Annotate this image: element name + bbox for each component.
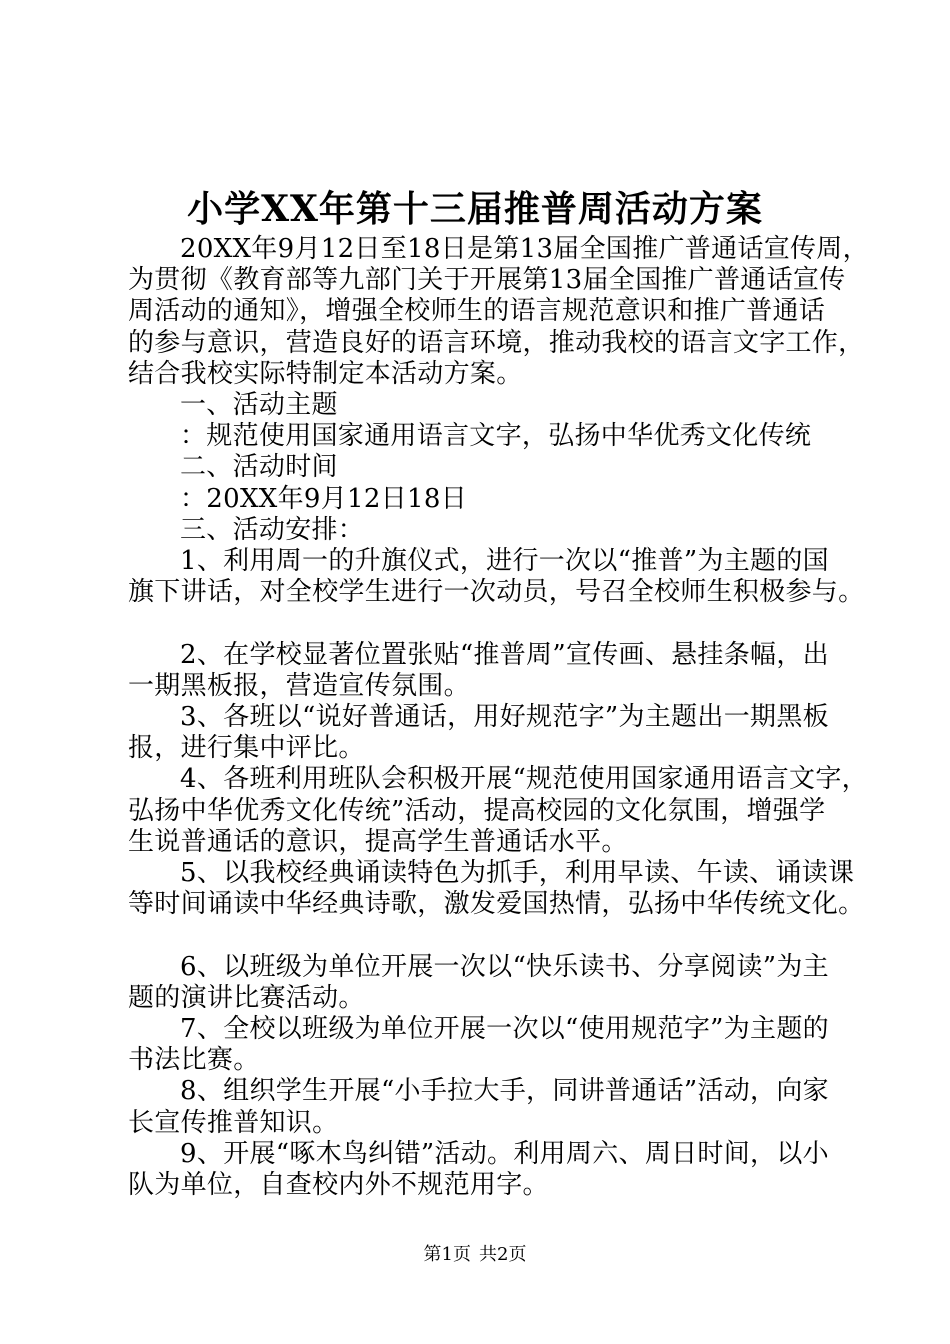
item-line: 4、各班利用班队会积极开展“规范使用国家通用语言文字， — [180, 764, 868, 795]
intro-line: 结合我校实际特制定本活动方案。 — [128, 358, 523, 389]
item-line: 5、以我校经典诵读特色为抓手，利用早读、午读、诵读课 — [180, 858, 855, 889]
item-line: 书法比赛。 — [128, 1045, 260, 1076]
item-line: 队为单位，自查校内外不规范用字。 — [128, 1170, 549, 1201]
item-line: 3、各班以“说好普通话，用好规范字”为主题出一期黑板 — [180, 702, 829, 733]
section-content-time: ：20XX年9月12日18日 — [180, 483, 468, 514]
item-line: 旗下讲话，对全校学生进行一次动员，号召全校师生积极参与。 — [128, 577, 865, 608]
section-heading-theme: 一、活动主题 — [180, 390, 338, 421]
item-line: 1、利用周一的升旗仪式，进行一次以“推普”为主题的国 — [180, 546, 829, 577]
item-line: 2、在学校显著位置张贴“推普周”宣传画、悬挂条幅，出 — [180, 639, 829, 670]
paragraph-gap — [128, 608, 838, 639]
item-line: 一期黑板报，营造宣传氛围。 — [128, 670, 470, 701]
page-footer — [0, 1243, 950, 1267]
section-heading-arrangement: 三、活动安排： — [180, 514, 365, 545]
item-line: 生说普通话的意识，提高学生普通话水平。 — [128, 826, 628, 857]
item-line: 6、以班级为单位开展一次以“快乐读书、分享阅读”为主 — [180, 951, 829, 982]
document-body — [128, 234, 869, 1201]
item-line: 7、全校以班级为单位开展一次以“使用规范字”为主题的 — [180, 1014, 829, 1045]
section-content-theme: ：规范使用国家通用语言文字，弘扬中华优秀文化传统 — [180, 421, 812, 452]
document-title: 小学XX年第十三届推普周活动方案 — [187, 188, 763, 230]
intro-line: 周活动的通知》，增强全校师生的语言规范意识和推广普通话 — [128, 296, 826, 327]
item-line: 题的演讲比赛活动。 — [128, 982, 365, 1013]
intro-line: 的参与意识，营造良好的语言环境，推动我校的语言文字工作， — [128, 327, 865, 358]
item-line: 报，进行集中评比。 — [128, 733, 365, 764]
paragraph-gap — [128, 920, 838, 951]
intro-line: 为贯彻《教育部等九部门关于开展第13届全国推广普通话宣传 — [128, 265, 846, 296]
item-line: 9、开展“啄木鸟纠错”活动。利用周六、周日时间，以小 — [180, 1138, 829, 1169]
intro-line: 20XX年9月12日至18日是第13届全国推广普通话宣传周， — [180, 234, 869, 264]
item-line: 等时间诵读中华经典诗歌，激发爱国热情，弘扬中华传统文化。 — [128, 889, 865, 920]
page-total: 共2页 — [479, 1244, 527, 1265]
item-line: 弘扬中华优秀文化传统”活动，提高校园的文化氛围，增强学 — [128, 795, 826, 826]
page-number: 第1页 — [423, 1244, 471, 1265]
section-heading-time: 二、活动时间 — [180, 452, 338, 483]
item-line: 长宣传推普知识。 — [128, 1107, 339, 1138]
item-line: 8、组织学生开展“小手拉大手，同讲普通话”活动，向家 — [180, 1076, 829, 1107]
